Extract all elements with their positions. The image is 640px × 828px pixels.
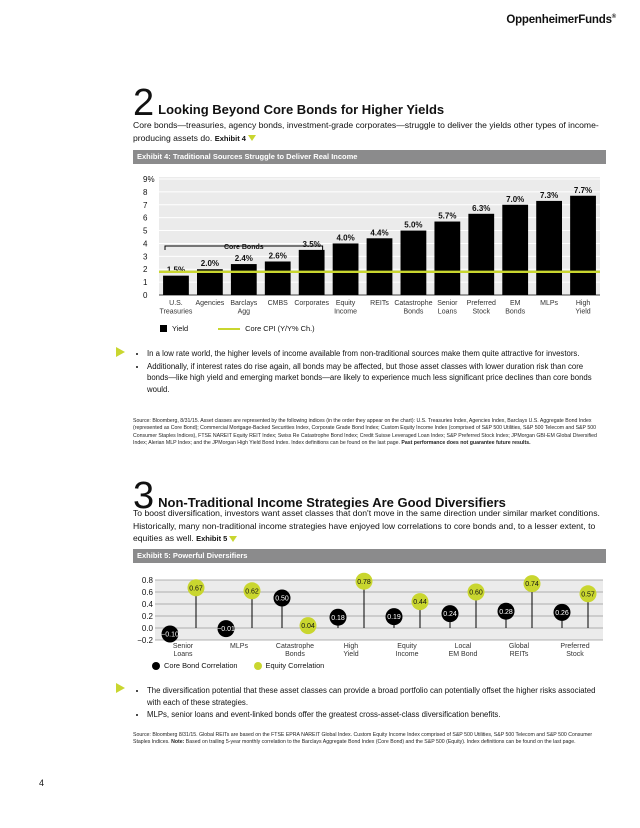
bar-value-label: 3.5%: [302, 239, 321, 249]
x-tick-label: Corporates: [294, 300, 329, 307]
x-tick-label: Income: [395, 651, 419, 658]
section-title: Non-Traditional Income Strategies Are Good Diversifiers: [158, 495, 506, 510]
equity-value-label: 0.60: [469, 589, 483, 597]
list-item: • MLPs, senior loans and event-linked bonds offer the greatest cross-asset-class diversification benefits.: [147, 709, 603, 721]
bar: [367, 238, 393, 295]
exhibit-4-legend: [160, 324, 315, 333]
x-tick-label: Bonds: [403, 308, 424, 316]
bar-value-label: 7.7%: [573, 185, 593, 195]
x-tick-label: Loans: [437, 308, 457, 316]
x-tick-label: MLPs: [540, 300, 559, 307]
equity-value-label: 0.74: [525, 581, 539, 589]
y-tick-label: 0.2: [141, 612, 153, 621]
triangle-down-icon: [229, 536, 237, 542]
bar-value-label: 7.3%: [539, 190, 559, 200]
legend-core-bond-label: Core Bond Correlation: [164, 661, 238, 670]
bar: [468, 214, 494, 295]
core-bond-value-label: 0.26: [555, 610, 569, 617]
y-tick-label: 0.0: [141, 624, 153, 633]
bar: [434, 222, 460, 295]
x-tick-label: High: [343, 643, 359, 650]
section-2-bullets: [133, 348, 603, 396]
y-tick-label: 7: [143, 200, 148, 210]
list-item: • Additionally, if interest rates do rise again, all bonds may be affected, but those asset classes with lower duration risk than core bonds—like high yield and emerging market bonds—are likely to experience much less significant price declines than core bonds would.: [147, 361, 603, 396]
core-bond-value-label: 0.24: [443, 611, 457, 619]
x-tick-label: Loans: [173, 651, 193, 658]
legend-equity-label: Equity Correlation: [265, 661, 325, 670]
y-tick-label: −0.2: [137, 636, 153, 645]
section-3-source: Source: Bloomberg 8/31/15. Global REITs are based on the FTSE EPRA NAREIT Global Index. Custom Equity Income Index comprised of S&P 500 Utilities, S&P 500 Telecom and S&P 500 Consumer Staples Indices. Note: Based on trailing 5-year monthly correlation to the Barclays Aggregate Bond Index (Core Bond) and the S&P 500 (Equity). Index definitions can be found on the last page.: [133, 732, 593, 746]
section-number: 2: [133, 82, 155, 124]
y-tick-label: 1: [143, 278, 148, 288]
section-3-intro: To boost diversification, investors want asset classes that don't move in the same direction under similar market conditions. Historically, many non-traditional income strategies have enjoyed low correlations to core bonds and, to a lesser extent, to equities as well. Exhibit 5: [133, 508, 600, 543]
bar-value-label: 5.0%: [404, 220, 423, 230]
bar: [231, 264, 257, 295]
x-tick-label: Yield: [343, 651, 359, 658]
legend-cpi-label: Core CPI (Y/Y% Ch.): [245, 324, 315, 333]
bar: [401, 231, 427, 295]
triangle-down-icon: [248, 135, 256, 141]
bar-value-label: 1.5%: [166, 265, 186, 275]
core-bond-value-label: 0.28: [499, 608, 513, 616]
x-tick-label: Bonds: [285, 651, 305, 658]
y-tick-label: 0.6: [141, 588, 153, 597]
exhibit-4-ref[interactable]: Exhibit 4: [214, 133, 246, 143]
x-tick-label: Senior: [172, 643, 194, 650]
x-tick-label: EM: [509, 300, 521, 307]
x-tick-label: EM Bond: [448, 651, 478, 658]
arrow-right-icon: [116, 347, 125, 357]
list-item: • The diversification potential that these asset classes can provide a broad portfolio can potentially offset the higher risks associated with each of these strategies.: [147, 685, 603, 708]
exhibit-5-title-bar: Exhibit 5: Powerful Diversifiers: [133, 549, 606, 563]
section-title: Looking Beyond Core Bonds for Higher Yields: [158, 102, 445, 117]
x-tick-label: Yield: [575, 308, 591, 316]
x-tick-label: Stock: [566, 651, 584, 658]
y-tick-label: 9%: [143, 175, 155, 184]
bar: [570, 196, 596, 295]
exhibit-5-legend: [152, 661, 324, 670]
legend-core-bond-dot: [152, 662, 160, 670]
section-number: 3: [133, 475, 155, 517]
bracket-label: Core Bonds: [223, 244, 264, 252]
x-tick-label: Income: [334, 308, 358, 316]
x-tick-label: Local: [454, 643, 472, 650]
y-tick-label: 0.4: [141, 600, 153, 609]
equity-value-label: 0.57: [581, 591, 595, 599]
x-tick-label: MLPs: [230, 643, 248, 650]
page-number: 4: [39, 778, 45, 788]
bar-value-label: 4.0%: [336, 233, 355, 243]
x-tick-label: REITs: [370, 300, 389, 307]
section-2-intro: Core bonds—treasuries, agency bonds, investment-grade corporates—struggle to deliver the yields other types of income-producing assets do. Exhibit 4: [133, 120, 599, 143]
core-bond-value-label: −0.10: [161, 631, 179, 639]
section-2-heading: [133, 82, 445, 124]
bar: [536, 201, 562, 295]
section-2-source: Source: Bloomberg, 8/31/15. Asset classes are represented by the following indices (in the order they appear on the chart): U.S. Treasuries Index, Agencies Index, Barclays U.S. Aggregate Bond Index (represented as Core Bond); Commercial Mortgage-Backed Securities Index, Corporate Grade Bond Index; Custom Equity Income Index (comprised of S&P 500 Utilities, S&P 500 Telecom and S&P 500 Consumer Staples Indices), FTSE NAREIT Equity REIT Index; Swiss Re Catastrophe Bond Index; Credit Suisse Leveraged Loan Index; S&P Preferred Stock Index; JPMorgan GBI-EM Global Diversified Index; Alerian MLP Index; and the JPMorgan High Yield Bond Index. Index definitions can be found on the last page. Past performance does not guarantee future results.: [133, 418, 597, 447]
x-tick-label: Equity: [397, 643, 417, 650]
x-tick-label: Agencies: [195, 300, 225, 307]
x-tick-label: CMBS: [267, 300, 288, 307]
arrow-right-icon: [116, 683, 125, 693]
core-bond-value-label: 0.50: [275, 595, 289, 603]
x-tick-label: Equity: [335, 300, 356, 307]
legend-cpi-swatch: [218, 328, 240, 330]
exhibit-4-chart: [133, 167, 608, 335]
core-bond-value-label: 0.18: [331, 614, 345, 622]
equity-value-label: 0.44: [413, 599, 427, 607]
exhibit-5-chart: [133, 570, 608, 660]
y-tick-label: 2: [143, 265, 148, 275]
brand-logo: OppenheimerFunds®: [506, 14, 616, 26]
list-item: • In a low rate world, the higher levels of income available from non-traditional sources make them quite attractive for investors.: [147, 348, 603, 360]
equity-value-label: 0.04: [301, 623, 315, 631]
y-tick-label: 8: [143, 187, 148, 197]
bar: [163, 276, 189, 295]
equity-value-label: 0.62: [245, 588, 259, 596]
bar-value-label: 2.0%: [200, 259, 220, 269]
x-tick-label: Preferred: [466, 300, 496, 307]
bar-value-label: 2.4%: [234, 254, 253, 264]
x-tick-label: Bonds: [505, 308, 526, 316]
legend-yield-label: Yield: [172, 324, 189, 333]
x-tick-label: Global: [508, 643, 530, 650]
x-tick-label: Barclays: [230, 300, 258, 307]
equity-value-label: 0.67: [189, 585, 203, 593]
bar: [197, 269, 223, 295]
section-3-bullets: [133, 685, 603, 722]
x-tick-label: Treasuries: [159, 308, 193, 316]
core-bond-value-label: −0.01: [217, 626, 235, 634]
x-tick-label: Preferred: [560, 643, 590, 650]
bar-value-label: 7.0%: [506, 194, 525, 204]
x-tick-label: Senior: [437, 300, 458, 307]
x-tick-label: Catastrophe: [394, 300, 433, 307]
bar-value-label: 5.7%: [438, 211, 457, 221]
x-tick-label: Stock: [472, 308, 491, 316]
x-tick-label: REITs: [509, 651, 529, 658]
bar-value-label: 2.6%: [268, 251, 287, 261]
y-tick-label: 0: [143, 291, 148, 300]
legend-yield-swatch: [160, 325, 167, 332]
y-tick-label: 3: [143, 252, 148, 262]
y-tick-label: 6: [143, 213, 148, 223]
bar: [265, 261, 291, 295]
bar-value-label: 4.4%: [370, 228, 389, 238]
y-tick-label: 0.8: [141, 576, 153, 585]
x-tick-label: Catastrophe: [275, 643, 315, 650]
legend-equity-dot: [254, 662, 262, 670]
exhibit-4-title-bar: Exhibit 4: Traditional Sources Struggle to Deliver Real Income: [133, 150, 606, 164]
bar-value-label: 6.3%: [472, 203, 491, 213]
exhibit-5-ref[interactable]: Exhibit 5: [196, 534, 228, 543]
x-tick-label: Agg: [237, 308, 251, 316]
y-tick-label: 4: [143, 239, 148, 249]
x-tick-label: U.S.: [169, 300, 183, 307]
y-tick-label: 5: [143, 226, 148, 236]
equity-value-label: 0.78: [357, 578, 371, 586]
x-tick-label: High: [575, 300, 591, 307]
bar: [502, 205, 528, 295]
bar: [333, 243, 359, 295]
core-bond-value-label: 0.19: [387, 614, 401, 622]
